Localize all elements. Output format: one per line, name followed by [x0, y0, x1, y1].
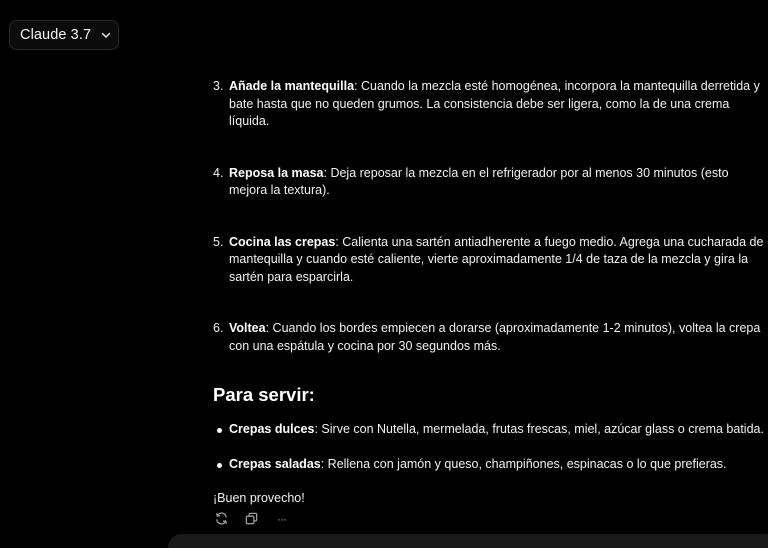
step-title: Añade la mantequilla	[229, 79, 355, 93]
bullet-icon	[217, 428, 222, 433]
step-title: Voltea	[229, 321, 266, 335]
bullet-item-saladas	[213, 456, 765, 474]
copy-button[interactable]	[243, 510, 260, 527]
retry-button[interactable]	[213, 510, 230, 527]
chevron-down-icon	[100, 29, 112, 41]
bullet-title: Crepas saladas	[229, 456, 321, 471]
list-item-step-3	[213, 78, 765, 131]
more-icon: ···	[277, 511, 286, 526]
bullet-title: Crepas dulces	[229, 422, 315, 436]
model-selector[interactable]	[9, 20, 119, 50]
list-item-step-5	[213, 234, 765, 287]
chat-input-container[interactable]	[168, 534, 768, 548]
retry-icon	[214, 511, 229, 526]
bullet-text: : Sirve con Nutella, mermelada, frutas frescas, miel, azúcar glass o crema batida.	[314, 422, 764, 436]
section-heading: Para servir:	[213, 384, 315, 405]
assistant-message	[213, 78, 765, 508]
step-number: 5.	[213, 234, 224, 249]
step-number: 4.	[213, 165, 224, 180]
list-item-step-4	[213, 165, 765, 200]
closing-text: ¡Buen provecho!	[213, 491, 305, 505]
copy-icon	[244, 511, 259, 526]
step-number: 3.	[213, 79, 224, 93]
step-text: : Cuando la mezcla esté homogénea, incorpora la mantequilla derretida y bate hasta que no queden grumos. La consistencia debe ser ligera, como la de una crema líquida.	[229, 79, 760, 128]
model-name: Claude 3.7	[20, 27, 92, 43]
step-number: 6.	[213, 321, 224, 335]
step-title: Reposa la masa	[229, 165, 324, 180]
bullet-icon	[217, 463, 222, 468]
message-actions	[213, 510, 290, 527]
bullet-text: : Rellena con jamón y queso, champiñones, espinacas o lo que prefieras.	[320, 456, 727, 471]
more-options-button[interactable]	[273, 510, 290, 527]
list-item-step-6	[213, 320, 765, 355]
step-text: : Cuando los bordes empiecen a dorarse (aproximadamente 1-2 minutos), voltea la crepa con una espátula y cocina por 30 segundos más.	[229, 321, 761, 353]
bullet-item-dulces	[213, 421, 765, 439]
step-title: Cocina las crepas	[229, 234, 336, 249]
step-text: : Deja reposar la mezcla en el refrigerador por al menos 30 minutos (esto mejora la textura).	[229, 165, 729, 197]
step-text: : Calienta una sartén antiadherente a fuego medio. Agrega una cucharada de mantequilla y cuando esté caliente, vierte aproximadamente 1/4 de taza de la mezcla y gira la sartén para esparcirla.	[229, 234, 764, 284]
